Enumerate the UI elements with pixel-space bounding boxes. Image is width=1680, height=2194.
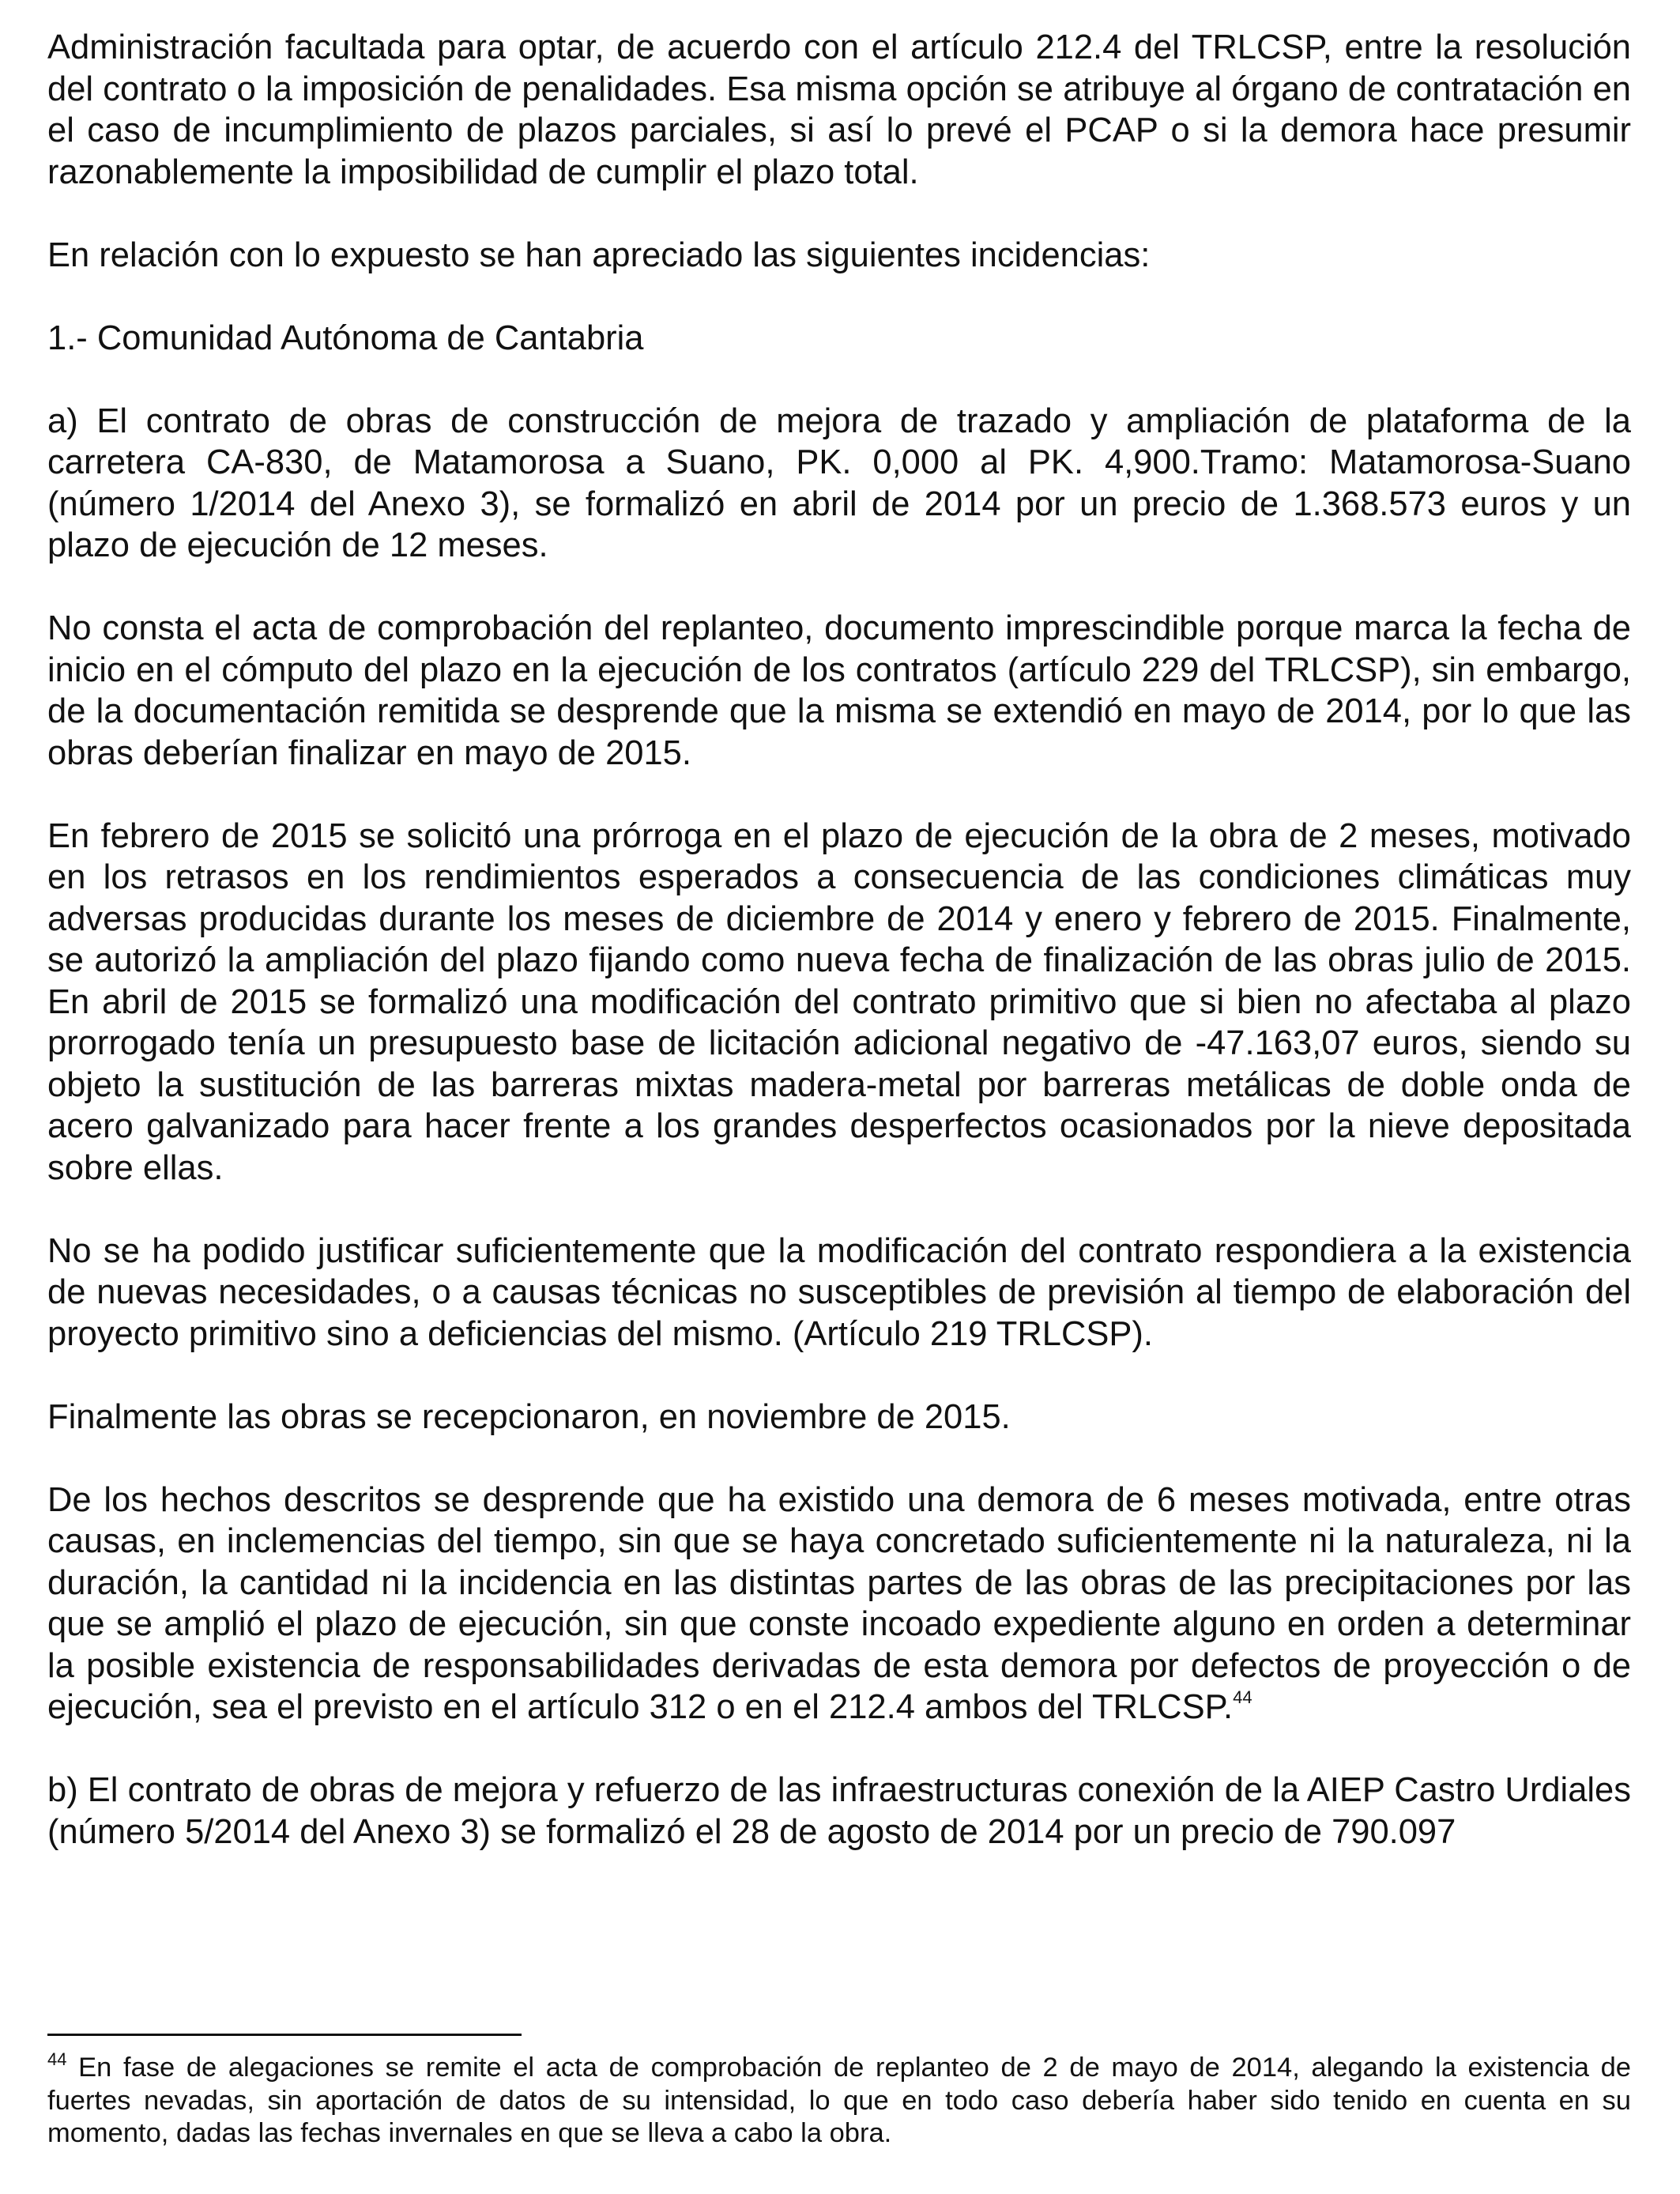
document-body: [47, 27, 1631, 1894]
footnote-44: [47, 2049, 1631, 2151]
paragraph-contract-a: a) El contrato de obras de construcción de mejora de trazado y ampliación de plataforma de la carretera CA-830, de Matamorosa a Suano, PK. 0,000 al PK. 4,900.Tramo: Matamorosa-Suano (número 1/2014 del Anexo 3), se formalizó en abril de 2014 por un precio de 1.368.573 euros y un plazo de ejecución de 12 meses.: [47, 401, 1631, 564]
paragraph-prorroga: En febrero de 2015 se solicitó una prórroga en el plazo de ejecución de la obra de 2 meses, motivado en los retrasos en los rendimientos esperados a consecuencia de las condiciones climáticas muy adversas producidas durante los meses de diciembre de 2014 y enero y febrero de 2015. Finalmente, se autorizó la ampliación del plazo fijando como nueva fecha de finalización de las obras julio de 2015. En abril de 2015 se formalizó una modificación del contrato primitivo que si bien no afectaba al plazo prorrogado tenía un presupuesto base de licitación adicional negativo de -47.163,07 euros, siendo su objeto la sustitución de las barreras mixtas madera-metal por barreras metálicas de doble onda de acero galvanizado para hacer frente a los grandes desperfectos ocasionados por la nieve depositada sobre ellas.: [47, 816, 1631, 1187]
footnote-separator: [47, 2034, 522, 2036]
paragraph-demora: [47, 1480, 1631, 1728]
paragraph-intro: Administración facultada para optar, de acuerdo con el artículo 212.4 del TRLCSP, entre la resolución del contrato o la imposición de penalidades. Esa misma opción se atribuye al órgano de contratación en el caso de incumplimiento de plazos parciales, si así lo prevé el PCAP o si la demora hace presumir razonablemente la imposibilidad de cumplir el plazo total.: [47, 28, 1631, 191]
section-heading-cantabria: 1.- Comunidad Autónoma de Cantabria: [47, 319, 644, 357]
footnote-number: 44: [47, 2049, 67, 2069]
footnote-reference[interactable]: 44: [1233, 1687, 1252, 1707]
paragraph-contract-b: b) El contrato de obras de mejora y refuerzo de las infraestructuras conexión de la AIEP Castro Urdiales (número 5/2014 del Anexo 3) se formalizó el 28 de agosto de 2014 por un precio de 790.097: [47, 1771, 1631, 1851]
paragraph-modificacion: No se ha podido justificar suficientemente que la modificación del contrato respondiera a la existencia de nuevas necesidades, o a causas técnicas no susceptibles de previsión al tiempo de elaboración del proyecto primitivo sino a deficiencias del mismo. (Artículo 219 TRLCSP).: [47, 1231, 1631, 1353]
paragraph-demora-text: De los hechos descritos se desprende que ha existido una demora de 6 meses motivada, entre otras causas, en inclemencias del tiempo, sin que se haya concretado suficientemente ni la naturaleza, ni la duración, la cantidad ni la incidencia en las distintas partes de las obras de las precipitaciones por las que se amplió el plazo de ejecución, sin que conste incoado expediente alguno en orden a determinar la posible existencia de responsabilidades derivadas de esta demora por defectos de proyección o de ejecución, sea el previsto en el artículo 312 o en el 212.4 ambos del TRLCSP.: [47, 1480, 1631, 1726]
paragraph-incidencias: En relación con lo expuesto se han apreciado las siguientes incidencias:: [47, 236, 1151, 274]
footnotes: [47, 2049, 1631, 2151]
paragraph-replanteo: No consta el acta de comprobación del replanteo, documento imprescindible porque marca la fecha de inicio en el cómputo del plazo en la ejecución de los contratos (artículo 229 del TRLCSP), sin embargo, de la documentación remitida se desprende que la misma se extendió en mayo de 2014, por lo que las obras deberían finalizar en mayo de 2015.: [47, 609, 1631, 772]
footnote-text: En fase de alegaciones se remite el acta de comprobación de replanteo de 2 de mayo de 2014, alegando la existencia de fuertes nevadas, sin aportación de datos de su intensidad, lo que en todo caso debería haber sido tenido en cuenta en su momento, dadas las fechas invernales en que se lleva a cabo la obra.: [47, 2053, 1631, 2148]
paragraph-recepcion: Finalmente las obras se recepcionaron, en noviembre de 2015.: [47, 1397, 1011, 1436]
